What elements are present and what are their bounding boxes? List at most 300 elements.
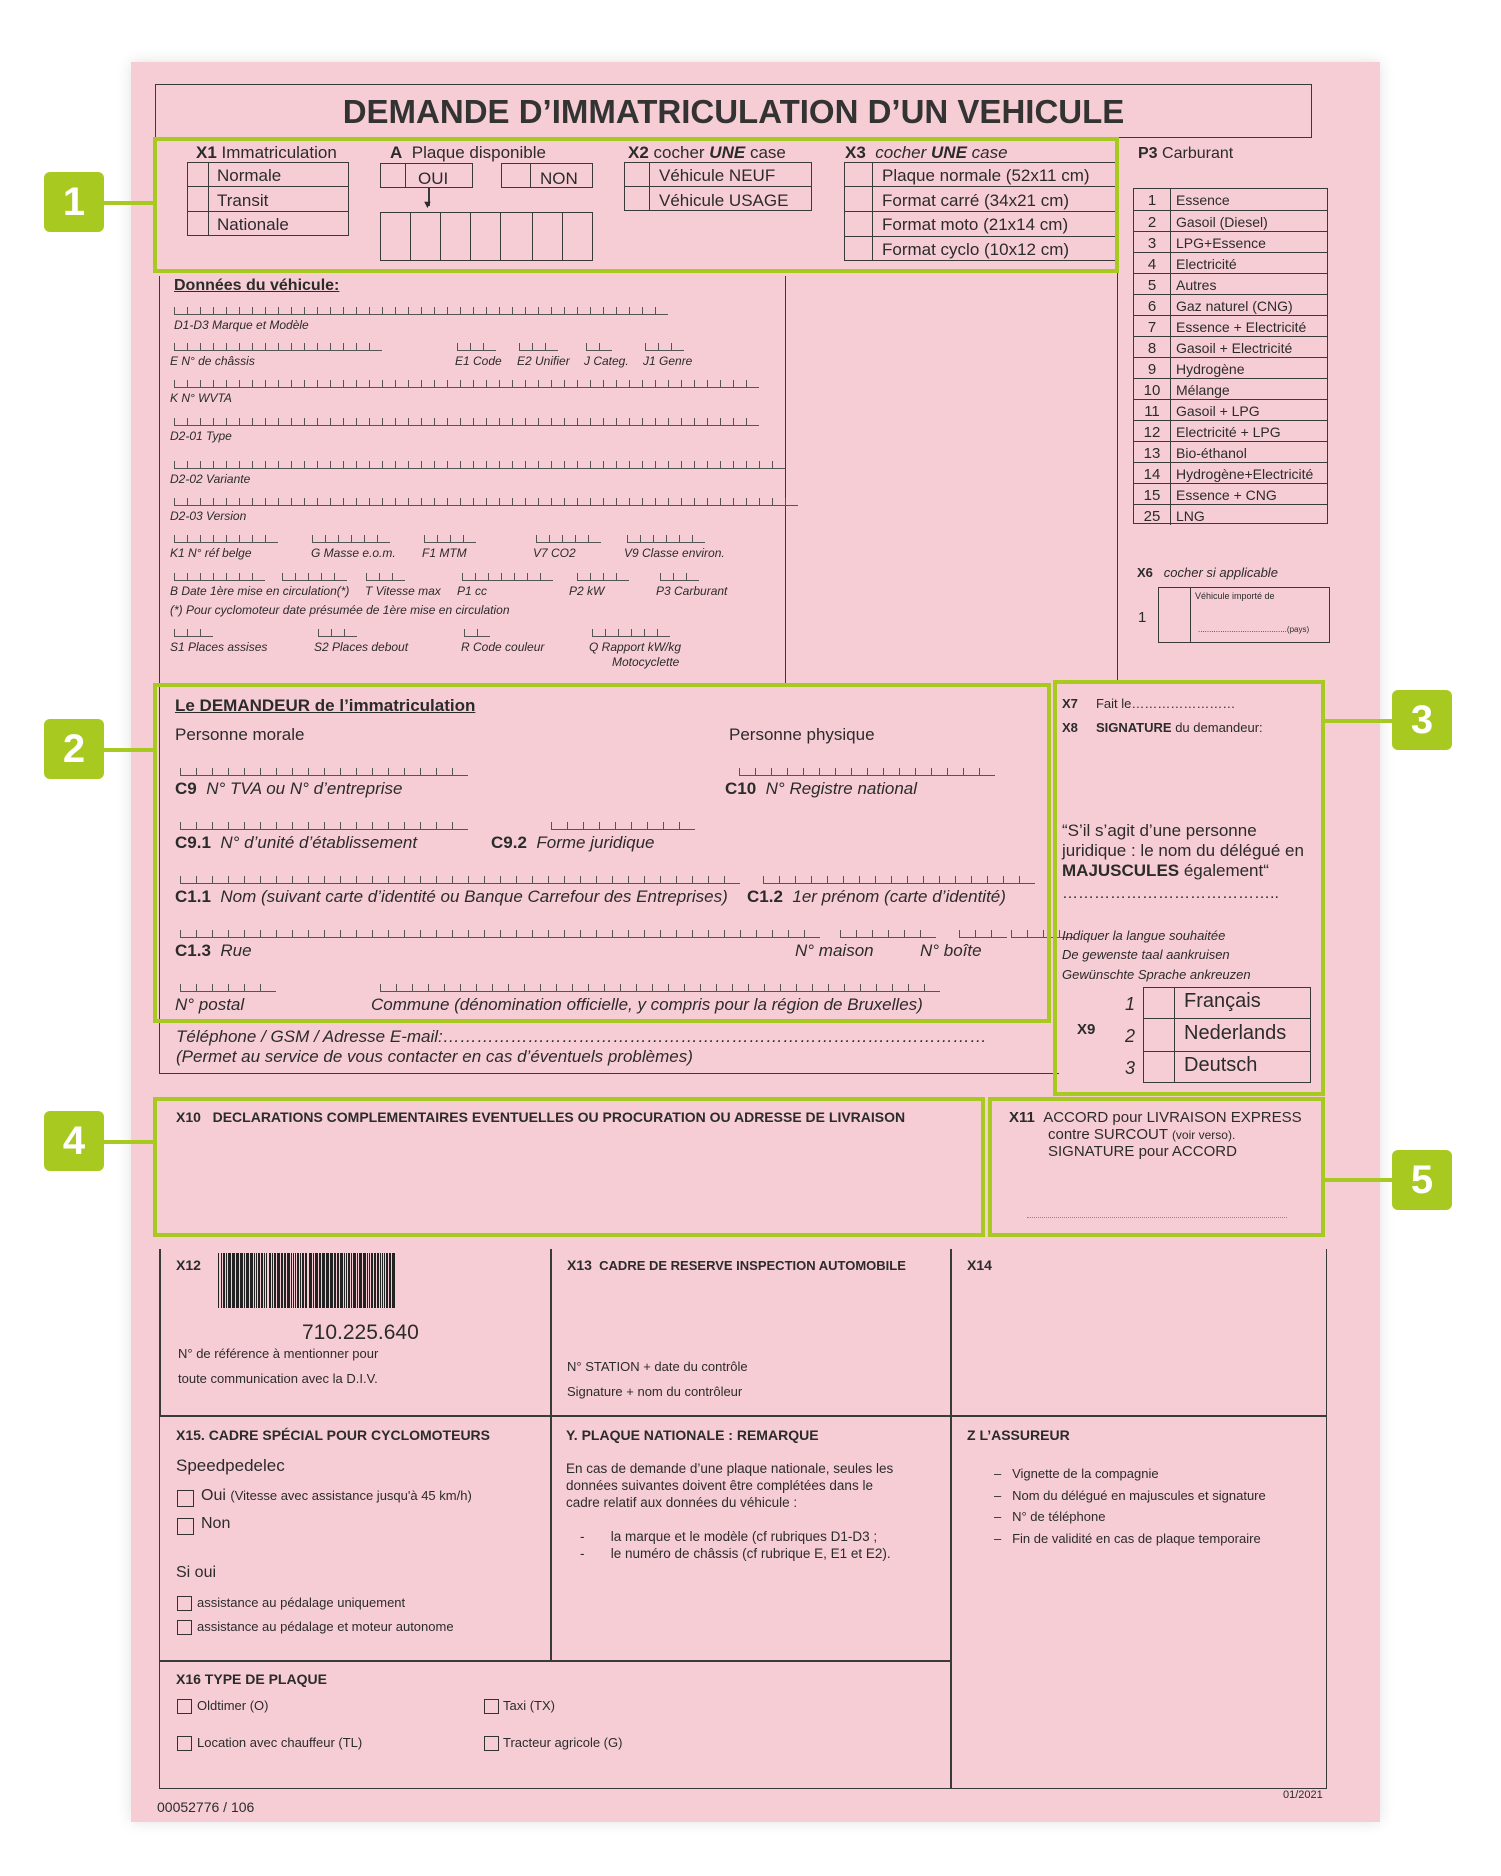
char-cell[interactable] [187, 629, 200, 637]
char-cell[interactable] [785, 498, 798, 506]
phone-label[interactable]: Téléphone / GSM / Adresse E-mail:…………………………………………………………………………………… [176, 1027, 987, 1046]
char-cell[interactable] [525, 461, 538, 469]
x15-non-checkbox[interactable] [177, 1518, 194, 1535]
char-cell[interactable] [317, 343, 330, 351]
char-cell[interactable] [421, 380, 434, 388]
char-cell[interactable] [577, 380, 590, 388]
char-cell[interactable] [408, 461, 421, 469]
char-cell[interactable] [239, 343, 252, 351]
fuel-row[interactable] [1134, 315, 1327, 336]
fuel-row[interactable] [1134, 420, 1327, 441]
char-cell[interactable] [317, 307, 330, 315]
char-cell[interactable] [590, 461, 603, 469]
char-cell[interactable] [599, 343, 612, 351]
char-cell[interactable] [514, 573, 527, 581]
char-cell[interactable] [382, 418, 395, 426]
char-cell[interactable] [265, 461, 278, 469]
char-cell[interactable] [424, 535, 437, 543]
char-cell[interactable] [668, 418, 681, 426]
char-cell[interactable] [707, 418, 720, 426]
char-cell[interactable] [187, 461, 200, 469]
char-cell[interactable] [318, 629, 331, 637]
char-cell[interactable] [616, 418, 629, 426]
char-cell[interactable] [603, 418, 616, 426]
char-cell[interactable] [603, 573, 616, 581]
char-cell[interactable] [343, 307, 356, 315]
fuel-row[interactable] [1134, 378, 1327, 399]
char-cell[interactable] [519, 343, 532, 351]
char-cell[interactable] [200, 535, 213, 543]
char-cell[interactable] [226, 307, 239, 315]
fuel-row[interactable] [1134, 273, 1327, 294]
char-cell[interactable] [463, 535, 476, 543]
char-cell[interactable] [590, 380, 603, 388]
char-cell[interactable] [239, 535, 252, 543]
x3-option-moto[interactable]: Format moto (21x14 cm) [882, 215, 1069, 234]
char-cell[interactable] [640, 535, 653, 543]
lang-option-deutsch[interactable]: Deutsch [1184, 1054, 1258, 1076]
char-cell[interactable] [226, 380, 239, 388]
char-cell[interactable] [538, 380, 551, 388]
char-cell[interactable] [564, 307, 577, 315]
x15-opt2-checkbox[interactable] [177, 1620, 192, 1635]
char-cell[interactable] [408, 498, 421, 506]
fuel-row[interactable] [1134, 441, 1327, 462]
fuel-row[interactable] [1134, 504, 1327, 525]
char-cell[interactable] [343, 380, 356, 388]
char-cell[interactable] [382, 307, 395, 315]
char-cell[interactable] [512, 380, 525, 388]
char-cell[interactable] [499, 307, 512, 315]
char-cell[interactable] [304, 343, 317, 351]
char-cell[interactable] [421, 307, 434, 315]
char-cell[interactable] [460, 380, 473, 388]
char-cell[interactable] [239, 418, 252, 426]
char-cell[interactable] [746, 498, 759, 506]
char-cell[interactable] [477, 629, 490, 637]
char-cell[interactable] [499, 380, 512, 388]
char-cell[interactable] [200, 461, 213, 469]
char-cell[interactable] [291, 307, 304, 315]
char-cell[interactable] [226, 573, 239, 581]
char-cell[interactable] [421, 418, 434, 426]
char-cell[interactable] [575, 535, 588, 543]
fuel-row[interactable] [1134, 462, 1327, 483]
char-cell[interactable] [629, 380, 642, 388]
char-cell[interactable] [564, 380, 577, 388]
char-cell[interactable] [525, 498, 538, 506]
char-cell[interactable] [644, 629, 657, 637]
char-cell[interactable] [364, 535, 377, 543]
char-cell[interactable] [377, 535, 390, 543]
char-cell[interactable] [174, 573, 187, 581]
char-cell[interactable] [772, 498, 785, 506]
char-cell[interactable] [330, 418, 343, 426]
char-cell[interactable] [499, 418, 512, 426]
fuel-row[interactable] [1134, 231, 1327, 252]
char-cell[interactable] [239, 461, 252, 469]
char-cell[interactable] [343, 498, 356, 506]
x15-oui-checkbox[interactable] [177, 1490, 194, 1507]
char-cell[interactable] [304, 498, 317, 506]
char-cell[interactable] [642, 418, 655, 426]
char-cell[interactable] [330, 380, 343, 388]
char-cell[interactable] [325, 535, 338, 543]
char-cell[interactable] [562, 535, 575, 543]
char-cell[interactable] [304, 461, 317, 469]
char-cell[interactable] [631, 629, 644, 637]
char-cell[interactable] [616, 307, 629, 315]
char-cell[interactable] [473, 498, 486, 506]
char-cell[interactable] [627, 535, 640, 543]
char-cell[interactable] [603, 498, 616, 506]
char-cell[interactable] [772, 461, 785, 469]
char-cell[interactable] [450, 535, 463, 543]
x1-option-normale[interactable]: Normale [217, 166, 282, 185]
char-cell[interactable] [658, 343, 671, 351]
char-cell[interactable] [174, 629, 187, 637]
char-cell[interactable] [499, 498, 512, 506]
char-cell[interactable] [707, 498, 720, 506]
char-cell[interactable] [356, 307, 369, 315]
char-cell[interactable] [369, 380, 382, 388]
char-cell[interactable] [655, 380, 668, 388]
char-cell[interactable] [291, 380, 304, 388]
char-cell[interactable] [213, 418, 226, 426]
char-cell[interactable] [447, 498, 460, 506]
char-cell[interactable] [265, 535, 278, 543]
char-cell[interactable] [252, 535, 265, 543]
char-cell[interactable] [577, 461, 590, 469]
char-cell[interactable] [603, 461, 616, 469]
char-cell[interactable] [174, 343, 187, 351]
char-cell[interactable] [605, 629, 618, 637]
char-cell[interactable] [668, 498, 681, 506]
char-cell[interactable] [694, 461, 707, 469]
char-cell[interactable] [317, 461, 330, 469]
char-cell[interactable] [356, 498, 369, 506]
char-cell[interactable] [462, 573, 475, 581]
char-cell[interactable] [525, 307, 538, 315]
char-cell[interactable] [226, 343, 239, 351]
char-cell[interactable] [356, 380, 369, 388]
char-cell[interactable] [338, 535, 351, 543]
char-cell[interactable] [382, 461, 395, 469]
char-cell[interactable] [200, 498, 213, 506]
char-cell[interactable] [265, 307, 278, 315]
char-cell[interactable] [577, 307, 590, 315]
char-cell[interactable] [629, 307, 642, 315]
char-cell[interactable] [408, 418, 421, 426]
char-cell[interactable] [642, 380, 655, 388]
fuel-row[interactable] [1134, 483, 1327, 504]
char-cell[interactable] [174, 418, 187, 426]
x1-option-nationale[interactable]: Nationale [217, 215, 289, 234]
char-cell[interactable] [499, 461, 512, 469]
char-cell[interactable] [265, 498, 278, 506]
char-cell[interactable] [395, 307, 408, 315]
char-cell[interactable] [551, 461, 564, 469]
x1-option-transit[interactable]: Transit [217, 191, 269, 210]
char-cell[interactable] [369, 343, 382, 351]
char-cell[interactable] [733, 498, 746, 506]
char-cell[interactable] [330, 343, 343, 351]
char-cell[interactable] [187, 535, 200, 543]
char-cell[interactable] [343, 461, 356, 469]
char-cell[interactable] [437, 535, 450, 543]
char-cell[interactable] [265, 418, 278, 426]
char-cell[interactable] [304, 418, 317, 426]
char-cell[interactable] [187, 380, 200, 388]
char-cell[interactable] [642, 461, 655, 469]
char-cell[interactable] [473, 461, 486, 469]
char-cell[interactable] [512, 498, 525, 506]
char-cell[interactable] [356, 418, 369, 426]
char-cell[interactable] [330, 498, 343, 506]
char-cell[interactable] [291, 461, 304, 469]
char-cell[interactable] [759, 498, 772, 506]
char-cell[interactable] [434, 380, 447, 388]
char-cell[interactable] [577, 498, 590, 506]
char-cell[interactable] [308, 573, 321, 581]
char-cell[interactable] [720, 461, 733, 469]
char-cell[interactable] [278, 461, 291, 469]
lang-option-nederlands[interactable]: Nederlands [1184, 1022, 1287, 1044]
char-cell[interactable] [278, 343, 291, 351]
char-cell[interactable] [395, 418, 408, 426]
char-cell[interactable] [226, 418, 239, 426]
fuel-row[interactable] [1134, 357, 1327, 378]
char-cell[interactable] [616, 380, 629, 388]
char-cell[interactable] [291, 418, 304, 426]
char-cell[interactable] [447, 307, 460, 315]
char-cell[interactable] [564, 498, 577, 506]
char-cell[interactable] [564, 461, 577, 469]
char-cell[interactable] [686, 573, 699, 581]
char-cell[interactable] [213, 343, 226, 351]
char-cell[interactable] [577, 573, 590, 581]
x3-option-carre[interactable]: Format carré (34x21 cm) [882, 191, 1070, 210]
char-cell[interactable] [538, 498, 551, 506]
char-cell[interactable] [642, 498, 655, 506]
char-cell[interactable] [447, 461, 460, 469]
char-cell[interactable] [457, 343, 470, 351]
char-cell[interactable] [278, 498, 291, 506]
char-cell[interactable] [655, 418, 668, 426]
char-cell[interactable] [629, 498, 642, 506]
char-cell[interactable] [464, 629, 477, 637]
x16-o2-checkbox[interactable] [484, 1699, 499, 1714]
char-cell[interactable] [252, 461, 265, 469]
char-cell[interactable] [671, 343, 684, 351]
char-cell[interactable] [486, 461, 499, 469]
char-cell[interactable] [642, 307, 655, 315]
char-cell[interactable] [720, 418, 733, 426]
char-cell[interactable] [590, 498, 603, 506]
char-cell[interactable] [282, 573, 295, 581]
char-cell[interactable] [486, 307, 499, 315]
char-cell[interactable] [590, 307, 603, 315]
char-cell[interactable] [486, 418, 499, 426]
char-cell[interactable] [252, 498, 265, 506]
char-cell[interactable] [590, 418, 603, 426]
char-cell[interactable] [447, 418, 460, 426]
char-cell[interactable] [213, 380, 226, 388]
char-cell[interactable] [616, 498, 629, 506]
char-cell[interactable] [551, 498, 564, 506]
char-cell[interactable] [278, 307, 291, 315]
char-cell[interactable] [200, 380, 213, 388]
char-cell[interactable] [655, 461, 668, 469]
char-cell[interactable] [532, 343, 545, 351]
fuel-row[interactable] [1134, 294, 1327, 315]
char-cell[interactable] [707, 461, 720, 469]
char-cell[interactable] [629, 418, 642, 426]
char-cell[interactable] [590, 573, 603, 581]
char-cell[interactable] [200, 418, 213, 426]
x3-option-cyclo[interactable]: Format cyclo (10x12 cm) [882, 240, 1070, 259]
fuel-row[interactable] [1134, 399, 1327, 420]
char-cell[interactable] [586, 343, 599, 351]
char-cell[interactable] [213, 498, 226, 506]
char-cell[interactable] [538, 461, 551, 469]
char-cell[interactable] [200, 629, 213, 637]
char-cell[interactable] [252, 573, 265, 581]
char-cell[interactable] [501, 573, 514, 581]
char-cell[interactable] [616, 461, 629, 469]
fuel-row[interactable] [1134, 210, 1327, 231]
char-cell[interactable] [707, 380, 720, 388]
char-cell[interactable] [746, 380, 759, 388]
char-cell[interactable] [331, 629, 344, 637]
char-cell[interactable] [512, 307, 525, 315]
char-cell[interactable] [239, 498, 252, 506]
char-cell[interactable] [200, 573, 213, 581]
char-cell[interactable] [200, 343, 213, 351]
char-cell[interactable] [475, 573, 488, 581]
char-cell[interactable] [434, 461, 447, 469]
char-cell[interactable] [629, 461, 642, 469]
char-cell[interactable] [226, 461, 239, 469]
char-cell[interactable] [369, 307, 382, 315]
char-cell[interactable] [317, 380, 330, 388]
char-cell[interactable] [679, 535, 692, 543]
char-cell[interactable] [343, 418, 356, 426]
x2-option-neuf[interactable]: Véhicule NEUF [659, 166, 776, 185]
char-cell[interactable] [312, 535, 325, 543]
char-cell[interactable] [278, 418, 291, 426]
char-cell[interactable] [395, 498, 408, 506]
x2-option-usage[interactable]: Véhicule USAGE [659, 191, 789, 210]
char-cell[interactable] [187, 307, 200, 315]
char-cell[interactable] [657, 629, 670, 637]
char-cell[interactable] [527, 573, 540, 581]
char-cell[interactable] [291, 498, 304, 506]
char-cell[interactable] [733, 418, 746, 426]
char-cell[interactable] [460, 418, 473, 426]
lang-option-francais[interactable]: Français [1184, 990, 1261, 1012]
char-cell[interactable] [486, 498, 499, 506]
char-cell[interactable] [538, 418, 551, 426]
char-cell[interactable] [304, 380, 317, 388]
char-cell[interactable] [356, 343, 369, 351]
char-cell[interactable] [174, 380, 187, 388]
char-cell[interactable] [673, 573, 686, 581]
char-cell[interactable] [291, 343, 304, 351]
char-cell[interactable] [344, 629, 357, 637]
char-cell[interactable] [653, 535, 666, 543]
char-cell[interactable] [356, 461, 369, 469]
x8-signature[interactable]: X8 SIGNATURE du demandeur: [1062, 720, 1263, 735]
char-cell[interactable] [512, 461, 525, 469]
char-cell[interactable] [488, 573, 501, 581]
char-cell[interactable] [330, 307, 343, 315]
char-cell[interactable] [720, 380, 733, 388]
char-cell[interactable] [351, 535, 364, 543]
char-cell[interactable] [213, 573, 226, 581]
char-cell[interactable] [395, 380, 408, 388]
char-cell[interactable] [334, 573, 347, 581]
char-cell[interactable] [603, 307, 616, 315]
char-cell[interactable] [226, 535, 239, 543]
char-cell[interactable] [252, 418, 265, 426]
char-cell[interactable] [321, 573, 334, 581]
char-cell[interactable] [681, 380, 694, 388]
char-cell[interactable] [536, 535, 549, 543]
char-cell[interactable] [317, 498, 330, 506]
fuel-row[interactable] [1134, 189, 1327, 210]
fuel-row[interactable] [1134, 252, 1327, 273]
char-cell[interactable] [239, 380, 252, 388]
char-cell[interactable] [379, 573, 392, 581]
x15-opt1-checkbox[interactable] [177, 1596, 192, 1611]
char-cell[interactable] [187, 343, 200, 351]
char-cell[interactable] [733, 380, 746, 388]
char-cell[interactable] [668, 380, 681, 388]
char-cell[interactable] [278, 380, 291, 388]
char-cell[interactable] [512, 418, 525, 426]
char-cell[interactable] [421, 461, 434, 469]
char-cell[interactable] [369, 418, 382, 426]
char-cell[interactable] [239, 307, 252, 315]
char-cell[interactable] [655, 498, 668, 506]
char-cell[interactable] [525, 380, 538, 388]
char-cell[interactable] [746, 418, 759, 426]
char-cell[interactable] [577, 418, 590, 426]
char-cell[interactable] [538, 307, 551, 315]
char-cell[interactable] [759, 461, 772, 469]
char-cell[interactable] [265, 343, 278, 351]
char-cell[interactable] [187, 573, 200, 581]
char-cell[interactable] [545, 343, 558, 351]
char-cell[interactable] [174, 498, 187, 506]
char-cell[interactable] [382, 498, 395, 506]
char-cell[interactable] [408, 380, 421, 388]
char-cell[interactable] [551, 418, 564, 426]
char-cell[interactable] [694, 380, 707, 388]
char-cell[interactable] [447, 380, 460, 388]
char-cell[interactable] [603, 380, 616, 388]
char-cell[interactable] [551, 307, 564, 315]
char-cell[interactable] [473, 380, 486, 388]
char-cell[interactable] [187, 498, 200, 506]
char-cell[interactable] [369, 461, 382, 469]
char-cell[interactable] [460, 307, 473, 315]
char-cell[interactable] [668, 461, 681, 469]
char-cell[interactable] [213, 307, 226, 315]
x16-o4-checkbox[interactable] [484, 1736, 499, 1751]
char-cell[interactable] [174, 307, 187, 315]
